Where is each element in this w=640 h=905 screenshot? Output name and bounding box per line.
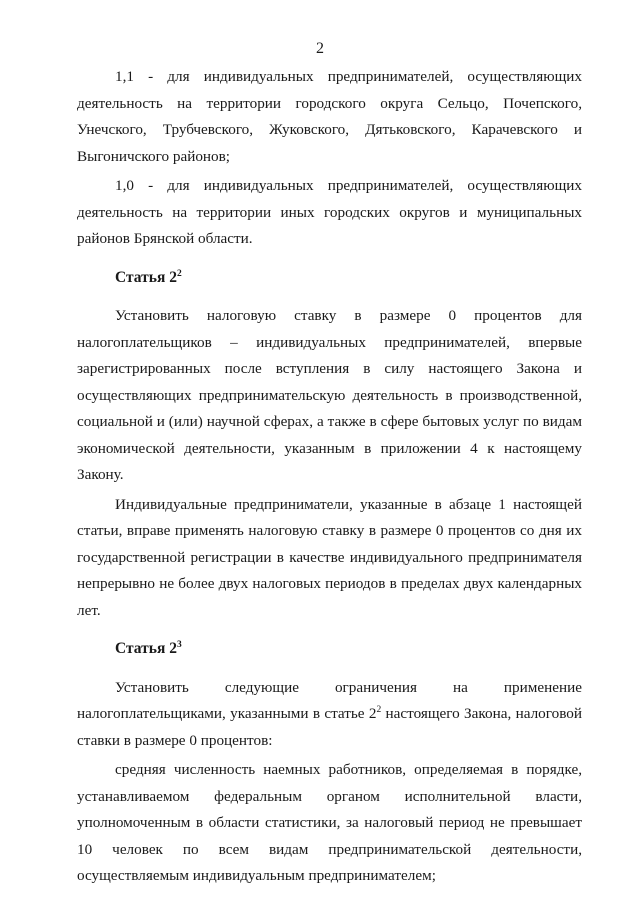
page-number: 2 [316,40,324,57]
article-2-3-title: Статья 2 [115,640,177,657]
article-2-2-heading [77,265,582,292]
article-2-3-title-superscript: 3 [176,639,182,650]
article-2-3-paragraph-1-start: Установить следующие ограничения на применение налогоплательщиками, указанными в статье 2 [77,678,582,722]
document-body [77,64,582,890]
article-2-2-paragraph-2: Индивидуальные предприниматели, указанные в абзаце 1 настоящей статьи, вправе применять налоговую ставку в размере 0 процентов со дня их государственной регистрации в качестве индивидуального предпринимателя непрерывно не более двух налоговых периодов в пределах двух календарных лет. [77,495,582,619]
article-2-2-paragraph-1: Установить налоговую ставку в размере 0 процентов для налогоплательщиков – индивидуальных предпринимателей, впервые зарегистрированных после вступления в силу настоящего Закона и осуществляющих предпринимательскую деятельность в производственной, социальной и (или) научной сферах, а также в сфере бытовых услуг по видам экономической деятельности, указанным в приложении 4 к настоящему Закону. [77,307,582,483]
article-2-2-title-superscript: 2 [176,268,182,279]
article-2-2-title: Статья 2 [115,268,177,286]
tax-rate-1-0-paragraph: 1,0 - для индивидуальных предпринимателей, осуществляющих деятельность на территории иных городских округов и муниципальных районов Брянской области. [77,177,582,247]
article-2-3-paragraph-1-end: настоящего Закона, налоговой ставки в размере 0 процентов: [77,705,582,749]
article-2-3-paragraph-1 [77,675,582,755]
article-2-3-paragraph-2: средняя численность наемных работников, определяемая в порядке, устанавливаемом федеральным органом исполнительной власти, уполномоченным в области статистики, за налоговый период не превышает 10 человек по всем видам предпринимательской деятельности, осуществляемым индивидуальным предпринимателем; [77,761,582,884]
tax-rate-1-1-paragraph: 1,1 - для индивидуальных предпринимателей, осуществляющих деятельность на территории городского округа Сельцо, Почепского, Унечского, Трубчевского, Жуковского, Дятьковского, Карачевского и Выгоничского районов; [77,68,582,165]
article-2-3-heading [77,636,582,663]
article-2-3-paragraph-1-superscript: 2 [376,704,382,715]
